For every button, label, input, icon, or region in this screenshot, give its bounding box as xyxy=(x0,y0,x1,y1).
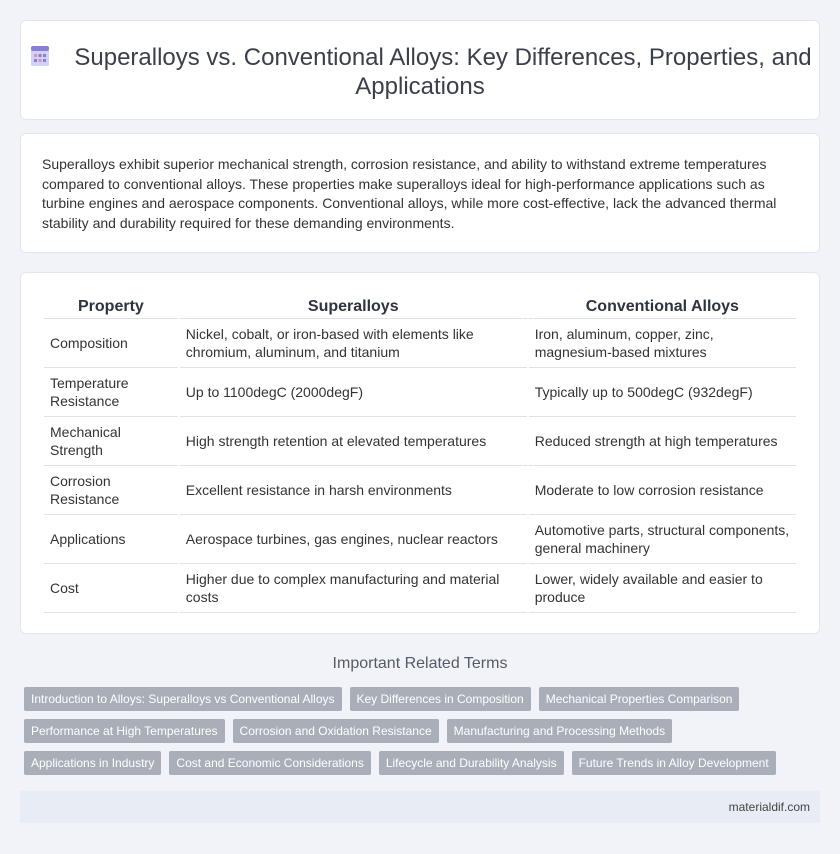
table-header-row xyxy=(44,297,796,319)
table-row xyxy=(44,417,796,466)
cell-property: Cost xyxy=(44,564,178,613)
cell-superalloys: Aerospace turbines, gas engines, nuclear reactors xyxy=(180,515,527,564)
intro-card xyxy=(20,133,820,253)
cell-property: Temperature Resistance xyxy=(44,368,178,417)
cell-superalloys: High strength retention at elevated temperatures xyxy=(180,417,527,466)
header-property: Property xyxy=(44,297,178,319)
cell-superalloys: Up to 1100degC (2000degF) xyxy=(180,368,527,417)
tag-link[interactable]: Mechanical Properties Comparison xyxy=(539,687,740,711)
cell-conventional: Lower, widely available and easier to produce xyxy=(529,564,796,613)
cell-conventional: Moderate to low corrosion resistance xyxy=(529,466,796,515)
cell-property: Mechanical Strength xyxy=(44,417,178,466)
table-row xyxy=(44,466,796,515)
tag-link[interactable]: Applications in Industry xyxy=(24,751,161,775)
tag-link[interactable]: Future Trends in Alloy Development xyxy=(572,751,776,775)
tag-link[interactable]: Key Differences in Composition xyxy=(350,687,531,711)
cell-superalloys: Excellent resistance in harsh environments xyxy=(180,466,527,515)
header-card xyxy=(20,20,820,120)
page-title: Superalloys vs. Conventional Alloys: Key Differences, Properties, and Applications xyxy=(74,44,812,100)
cell-superalloys: Nickel, cobalt, or iron-based with elements like chromium, aluminum, and titanium xyxy=(180,319,527,368)
footer-site-link[interactable]: materialdif.com xyxy=(728,800,810,814)
related-terms-title: Important Related Terms xyxy=(332,655,508,672)
tag-link[interactable]: Manufacturing and Processing Methods xyxy=(447,719,672,743)
tag-link[interactable]: Lifecycle and Durability Analysis xyxy=(379,751,564,775)
tag-link[interactable]: Introduction to Alloys: Superalloys vs Conventional Alloys xyxy=(24,687,342,711)
header-superalloys: Superalloys xyxy=(180,297,527,319)
table-row xyxy=(44,564,796,613)
tag-link[interactable]: Performance at High Temperatures xyxy=(24,719,225,743)
cell-property: Composition xyxy=(44,319,178,368)
footer-bar xyxy=(20,791,820,823)
table-row xyxy=(44,319,796,368)
table-row xyxy=(44,515,796,564)
tag-link[interactable]: Cost and Economic Considerations xyxy=(169,751,370,775)
cell-conventional: Iron, aluminum, copper, zinc, magnesium-based mixtures xyxy=(529,319,796,368)
table-row xyxy=(44,368,796,417)
cell-conventional: Reduced strength at high temperatures xyxy=(529,417,796,466)
page-title-wrap xyxy=(21,43,819,101)
header-conventional-alloys: Conventional Alloys xyxy=(529,297,796,319)
comparison-table xyxy=(42,297,798,613)
related-terms-tags xyxy=(24,687,824,783)
document-grid-icon xyxy=(28,44,52,68)
cell-property: Applications xyxy=(44,515,178,564)
intro-paragraph: Superalloys exhibit superior mechanical strength, corrosion resistance, and ability to withstand extreme temperatures compared to conventional alloys. These properties make superalloys ideal for high-performance applications such as turbine engines and aerospace components. Conventional alloys, while more cost-effective, lack the advanced thermal stability and durability required for these demanding environments. xyxy=(42,156,777,231)
tag-link[interactable]: Corrosion and Oxidation Resistance xyxy=(233,719,439,743)
cell-conventional: Automotive parts, structural components, general machinery xyxy=(529,515,796,564)
comparison-table-card xyxy=(20,272,820,634)
cell-superalloys: Higher due to complex manufacturing and material costs xyxy=(180,564,527,613)
cell-property: Corrosion Resistance xyxy=(44,466,178,515)
cell-conventional: Typically up to 500degC (932degF) xyxy=(529,368,796,417)
